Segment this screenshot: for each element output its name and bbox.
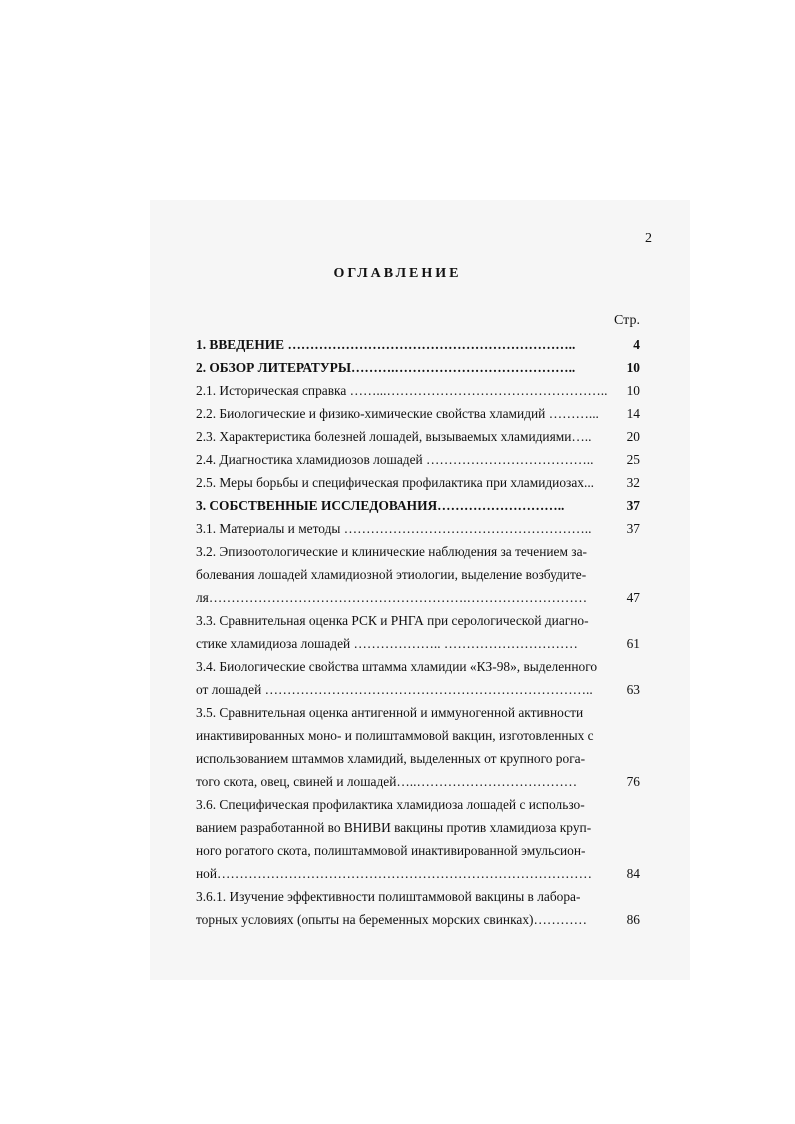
toc-page-number: 84 xyxy=(626,866,640,881)
toc-entry-text: 2.5. Меры борьбы и специфическая профилактика при хламидиозах... xyxy=(196,475,595,490)
toc-line xyxy=(196,839,642,862)
toc-page-number: 14 xyxy=(626,406,640,421)
toc-entry-text: 2.1. Историческая справка ……...………………………………………….. xyxy=(196,383,608,398)
toc-entry-text: 3.4. Биологические свойства штамма хламидии «КЗ-98», выделенного xyxy=(196,659,598,674)
toc-page-number: 25 xyxy=(626,452,640,467)
toc-line xyxy=(196,586,642,609)
page-column-label: Стр. xyxy=(614,313,640,328)
toc-page-number: 63 xyxy=(626,682,640,697)
toc-entry-text: 2.4. Диагностика хламидиозов лошадей ……………………………….. xyxy=(196,452,594,467)
toc-line xyxy=(196,908,642,931)
toc-entry-text: 3.5. Сравнительная оценка антигенной и иммуногенной активности xyxy=(196,705,584,720)
toc-line xyxy=(196,425,642,448)
toc-entry-text: 2. ОБЗОР ЛИТЕРАТУРЫ……….………………………………….. xyxy=(196,360,576,375)
toc-line xyxy=(196,609,642,632)
toc-entry-text: 1. ВВЕДЕНИЕ ……………………………………………………….. xyxy=(196,337,576,352)
page-title: ОГЛАВЛЕНИЕ xyxy=(333,266,462,281)
toc-entry-text: ля………………………………………………….……………………… xyxy=(196,590,588,605)
toc-entry-text: торных условиях (опыты на беременных морских свинках)………… xyxy=(196,912,588,927)
page-number: 2 xyxy=(645,231,652,246)
toc-line xyxy=(196,333,642,356)
toc-page-number: 10 xyxy=(626,360,640,375)
toc-entry-text: использованием штаммов хламидий, выделенных от крупного рога- xyxy=(196,751,586,766)
toc-line xyxy=(196,494,642,517)
toc-entry-text: ванием разработанной во ВНИВИ вакцины против хламидиоза круп- xyxy=(196,820,592,835)
toc-page-number: 32 xyxy=(626,475,640,490)
toc-line xyxy=(196,563,642,586)
toc-entry-text: ного рогатого скота, полиштаммовой инактивированной эмульсион- xyxy=(196,843,586,858)
toc-entry-text: 3.2. Эпизоотологические и клинические наблюдения за течением за- xyxy=(196,544,587,559)
toc-line xyxy=(196,770,642,793)
table-of-contents xyxy=(196,333,642,931)
toc-line xyxy=(196,793,642,816)
toc-page-number: 20 xyxy=(626,429,640,444)
toc-entry-text: 2.2. Биологические и физико-химические свойства хламидий ………... xyxy=(196,406,599,421)
toc-line xyxy=(196,517,642,540)
toc-line xyxy=(196,862,642,885)
toc-page-number: 37 xyxy=(626,521,640,536)
toc-entry-text: 3.6. Специфическая профилактика хламидиоза лошадей с использо- xyxy=(196,797,585,812)
toc-entry-text: 2.3. Характеристика болезней лошадей, вызываемых хламидиями….. xyxy=(196,429,592,444)
toc-line xyxy=(196,632,642,655)
toc-line xyxy=(196,655,642,678)
toc-line xyxy=(196,540,642,563)
toc-line xyxy=(196,747,642,770)
toc-entry-text: 3. СОБСТВЕННЫЕ ИССЛЕДОВАНИЯ……………………….. xyxy=(196,498,565,513)
toc-entry-text: 3.6.1. Изучение эффективности полиштаммовой вакцины в лабора- xyxy=(196,889,581,904)
toc-line xyxy=(196,379,642,402)
toc-line xyxy=(196,885,642,908)
toc-entry-text: инактивированных моно- и полиштаммовой вакцин, изготовленных с xyxy=(196,728,594,743)
toc-entry-text: 3.3. Сравнительная оценка РСК и РНГА при серологической диагно- xyxy=(196,613,589,628)
toc-line xyxy=(196,448,642,471)
toc-page-number: 4 xyxy=(633,337,640,352)
toc-line xyxy=(196,678,642,701)
toc-page-number: 10 xyxy=(626,383,640,398)
toc-line xyxy=(196,356,642,379)
toc-entry-text: ной………………………………………………………………………… xyxy=(196,866,592,881)
toc-entry-text: того скота, овец, свиней и лошадей…..……………………………… xyxy=(196,774,578,789)
toc-page-number: 76 xyxy=(626,774,640,789)
toc-entry-text: от лошадей ……………………………………………………………….. xyxy=(196,682,593,697)
toc-entry-text: болевания лошадей хламидиозной этиологии, выделение возбудите- xyxy=(196,567,587,582)
toc-line xyxy=(196,402,642,425)
toc-page-number: 86 xyxy=(626,912,640,927)
toc-line xyxy=(196,701,642,724)
toc-page-number: 47 xyxy=(626,590,640,605)
toc-line xyxy=(196,471,642,494)
toc-entry-text: 3.1. Материалы и методы ……………………………………………….. xyxy=(196,521,592,536)
toc-page-number: 37 xyxy=(626,498,640,513)
toc-line xyxy=(196,724,642,747)
toc-page-number: 61 xyxy=(626,636,640,651)
toc-line xyxy=(196,816,642,839)
toc-entry-text: стике хламидиоза лошадей ……………….. ………………………… xyxy=(196,636,578,651)
